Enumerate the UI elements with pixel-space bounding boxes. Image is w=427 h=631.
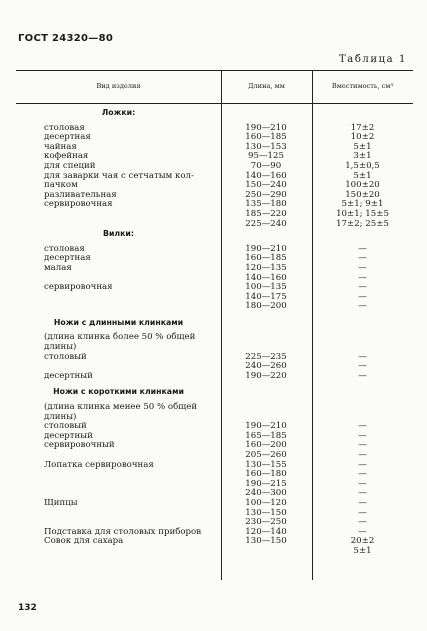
section-heading [16,108,413,118]
capacity-value: — [358,450,367,460]
product-name: (длина клинка более 50 % общей [44,332,196,343]
capacity-value: 17±2; 25±5 [336,218,389,229]
length-value: 225—240 [245,218,287,229]
capacity-value: 1,5±0,5 [345,160,380,171]
capacity-value: — [358,440,367,451]
capacity-value: — [358,430,367,441]
length-value: 100—135 [245,282,287,293]
page-number: 132 [18,603,37,613]
table-row [16,254,413,264]
capacity-value: 5±1; 9±1 [341,199,384,210]
length-value: 120—135 [245,262,287,273]
product-name: сервировочная [44,199,113,210]
header-bottom-border [16,103,413,104]
product-name: кофейная [44,151,89,162]
length-value: 130—153 [245,141,287,152]
length-value: 140—160 [245,272,287,283]
capacity-value: 10±1; 15±5 [336,208,389,219]
table-row [16,302,413,312]
product-name: столовая [44,243,85,254]
product-name: Подставка для столовых приборов [44,526,202,537]
length-value: 120—140 [245,526,287,537]
product-name: чайная [44,141,77,152]
table-row [16,480,413,490]
capacity-value: — [358,526,367,537]
capacity-value: — [358,272,367,283]
length-value: 185—220 [245,208,287,219]
table-label: Таблица 1 [338,54,407,65]
product-name: сервировочная [44,282,113,293]
capacity-value: 10±2 [350,132,375,143]
product-name: столовый [44,351,87,362]
length-value: 130—150 [245,507,287,518]
product-name: сервировочный [44,440,115,451]
length-value: 240—260 [245,361,287,372]
capacity-value: 150±20 [345,189,380,200]
product-name: столовый [44,421,87,432]
section-heading [16,318,413,328]
product-name: десертный [44,370,93,381]
table-row [16,547,413,557]
length-value: 230—250 [245,517,287,528]
capacity-value: — [358,253,367,264]
length-value: 225—235 [245,351,287,362]
capacity-value: — [358,488,367,499]
capacity-value: — [358,361,367,372]
capacity-value: — [358,243,367,254]
header-length: Длина, мм [248,82,285,90]
product-name: (длина клинка менее 50 % общей [44,402,198,413]
length-value: 160—180 [245,469,287,480]
table-row [16,461,413,471]
length-value: 190—210 [245,243,287,254]
product-name: малая [44,262,72,273]
length-value: 160—200 [245,440,287,451]
section-heading [16,387,413,397]
length-value: 140—160 [245,170,287,181]
product-name: десертный [44,430,93,441]
length-value: 70—90 [250,160,282,171]
table-body [16,108,413,557]
capacity-value: — [358,301,367,312]
length-value: 100—120 [245,497,287,508]
length-value: 190—220 [245,370,287,381]
length-value: 130—150 [245,536,287,547]
length-value: 240—300 [245,488,287,499]
product-name: Лопатка сервировочная [44,459,154,470]
length-value: 165—185 [245,430,287,441]
product-name: Совок для сахара [44,536,124,547]
length-value: 180—200 [245,301,287,312]
table-row [16,470,413,480]
table-row [16,293,413,303]
product-table [16,70,413,580]
table-row [16,441,413,451]
section-heading [16,229,413,239]
table-row [16,264,413,274]
product-name: Щипцы [44,497,78,508]
section-title: Ножи с длинными клинками [53,317,184,327]
capacity-value: — [358,469,367,480]
capacity-value: 5±1 [353,170,372,181]
capacity-value: 5±1 [353,545,372,556]
length-value: 190—215 [245,478,287,489]
length-value: 130—155 [245,459,287,470]
capacity-value: — [358,370,367,381]
capacity-value: — [358,497,367,508]
length-value: 250—290 [245,189,287,200]
length-value: 160—185 [245,253,287,264]
table-row [16,372,413,382]
product-name: десертная [44,132,91,143]
product-name: длины) [44,411,77,422]
capacity-value: — [358,507,367,518]
product-name: десертная [44,253,91,264]
length-value: 140—175 [245,291,287,302]
capacity-value: — [358,351,367,362]
length-value: 95—125 [248,151,284,162]
table-row [16,509,413,519]
capacity-value: — [358,459,367,470]
table-row [16,220,413,230]
capacity-value: 3±1 [353,151,372,162]
capacity-value: 20±2 [350,536,375,547]
section-title: Вилки: [103,229,134,239]
section-title: Ложки: [101,108,136,117]
length-value: 190—210 [245,122,287,133]
document-code: ГОСТ 24320—80 [18,33,114,44]
capacity-value: — [358,282,367,293]
table-row [16,499,413,509]
table-top-border [16,70,413,71]
capacity-value: — [358,291,367,302]
capacity-value: 100±20 [345,180,380,191]
product-name: пачком [44,180,78,191]
length-value: 135—180 [245,199,287,210]
length-value: 150—240 [245,180,287,191]
capacity-value: — [358,478,367,489]
product-name: для заварки чая с сетчатым кол- [44,170,194,181]
length-value: 160—185 [245,132,287,143]
product-name: столовая [44,122,85,133]
product-name: разливательная [44,189,117,200]
capacity-value: 5±1 [353,141,372,152]
length-value: 205—260 [245,450,287,460]
section-title: Ножи с короткими клинками [53,387,184,397]
capacity-value: 17±2 [350,122,375,133]
product-name: для специй [44,160,96,171]
table-row [16,283,413,293]
product-name: длины) [44,342,77,353]
length-value: 190—210 [245,421,287,432]
capacity-value: — [358,421,367,432]
table-row [16,353,413,363]
capacity-value: — [358,262,367,273]
header-capacity: Вместимость, см³ [331,82,394,90]
capacity-value: — [358,517,367,528]
header-product-type: Вид изделия [96,82,141,90]
